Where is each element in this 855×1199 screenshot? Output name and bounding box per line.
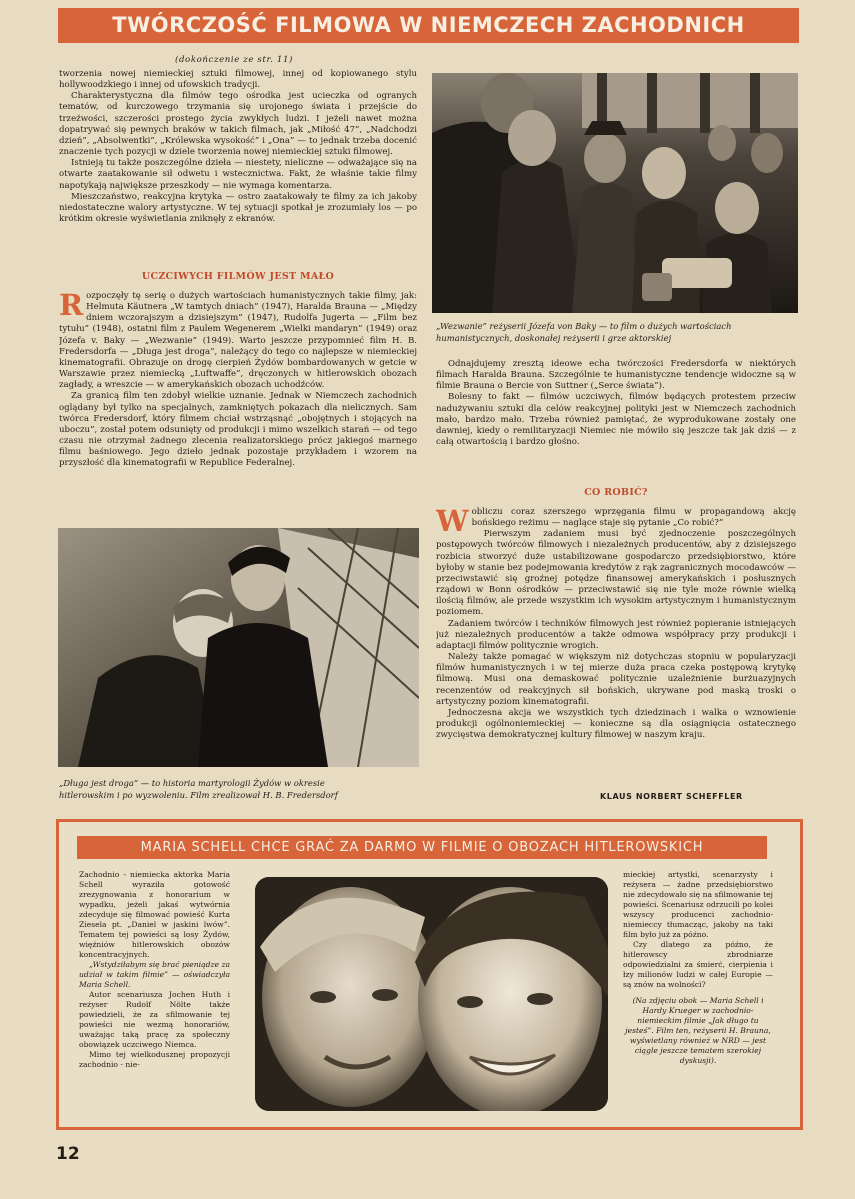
photo-wezwanie-illustration xyxy=(432,73,798,313)
body-paragraph: Za granicą film ten zdobył wielkie uznanie. Jednak w Niemczech zachodnich oglądany był tylko na specjalnych, zamkniętych pokazach dla nielicznych. Sam twórca Fredersdorf, który filmem chciał wstrząsnąć „obojętnych i stojących na uboczu”, został potem odsunięty od produkcji i mimo wszelkich starań — od tego czasu nie otrzymał żadnego zlecenia realizatorskiego prócz jakiegoś marnego filmu baśniowego. Jego dzieło jednak pozostaje przykładem i wzorem na przyszłość dla kinematografii w Republice Federalnej. xyxy=(59,391,417,469)
photo-wezwanie xyxy=(432,73,798,313)
body-paragraph: Zadaniem twórców i techników filmowych jest również popieranie istniejących już niezależnych producentów a także odmowa współpracy przy produkcji i adaptacji filmów politycznie wrogich. xyxy=(436,618,796,651)
photo-maria-schell-illustration xyxy=(255,877,608,1111)
body-paragraph: obliczu coraz szerszego wprzęgania filmu w propagandową akcję bońskiego reżimu — naglące staje się pytanie „Co robić?” xyxy=(471,507,796,529)
box-paragraph: Mimo tej wielkodusznej propozycji zachodnio - nie- xyxy=(79,1049,230,1069)
box-paragraph: mieckiej artystki, scenarzysty i reżysera — żadne przedsiębiorstwo nie zdecydowało się na sfilmowanie tej powieści. Scenariusz odrzucili po kolei wszyscy producenci zachodnio-niemieccy tłumacząc, jakoby na taki film było już za późno. xyxy=(623,870,773,939)
body-paragraph: Pierwszym zadaniem musi być zjednoczenie poszczególnych postępowych twórców filmowych i niezależnych producentów, aby z dzisiejszego rozbicia stworzyć duże ustabilizowane gospodarczo przedsiębiorstwo, które byłoby w stanie bez podejmowania kredytów z rąk zagranicznych mocodawców — przeciwstawić się groźnej potędze finansowej amerykańskich i posłusznych rządowi w Bonn ośrodków — przeciwstawić się nie tyle może równie wielką ilością filmów, ale przede wszystkim ich wysokim artystycznym i humanistycznym poziomem. xyxy=(436,529,796,618)
page-title: TWÓRCZOŚĆ FILMOWA W NIEMCZECH ZACHODNICH xyxy=(112,13,745,37)
photo-wezwanie-caption: „Wezwanie” reżyserii Józefa von Baky — to film o dużych wartościach humanistycznych, doskonałej reżyserii i grze aktorskiej xyxy=(436,321,732,343)
intro-paragraph: Charakterystyczna dla filmów tego ośrodka jest ucieczka od ogranych tematów, od kurczowego trzymania się urojonego świata i przejście do trzeźwości, szczerości prostego życia zwykłych ludzi. I jeżeli nawet można dopatrywać się pewnych braków w takich filmach, jak „Miłość 47”, „Nadchodzi dzień”, „Absolwentki”, „Królewska wysokość” i „Ona” — to jednak trzeba docenić znaczenie tych pozycji w dziele tworzenia nowej niemieckiej sztuki filmowej. xyxy=(59,91,417,158)
box-right-column xyxy=(623,870,773,1125)
photo-dluga-caption-line: hitlerowskim i po wyzwoleniu. Film zrealizował H. B. Fredersdorf xyxy=(59,790,338,800)
intro-paragraph: Mieszczaństwo, reakcyjna krytyka — ostro zaatakowały te filmy za ich jakoby niedostateczne walory artystyczne. W tej sytuacji spotkał je zrozumiały los — po krótkim okresie wyświetlania zniknęły z ekranów. xyxy=(59,191,417,225)
box-paragraph: Autor scenariusza Jochen Huth i reżyser Rudolf Nölte także powiedzieli, że za sfilmowanie tej powieści nie wezmą honorariów, uważając taką pracę za społeczny obowiązek uczciwego Niemca. xyxy=(79,989,230,1049)
body-paragraph: Bolesny to fakt — filmów uczciwych, filmów będących protestem przeciw nadużywaniu sztuki dla celów reakcyjnej polityki jest w Niemczech zachodnich mało, bardzo mało. Trzeba również pamiętać, że wyprodukowane zostały one dawniej, kiedy o remilitaryzacji Niemiec nie mówiło się jeszcze tak jak dziś — z całą otwartością i bardzo głośno. xyxy=(436,392,796,448)
body-paragraph: ozpoczęły tę serię o dużych wartościach humanistycznych takie filmy, jak: Helmuta Käutnera „W tamtych dniach” (1947), Haralda Brauna — „Między dniem wczorajszym a dzisiejszym” (1947), Rudolfa Jugerta — „Film bez tytułu” (1948), ostatni film z Paulem Wegenerem „Wielki mandaryn” (1949) oraz Józefa v. Baky — „Wezwanie” (1949). Warto jeszcze przypomnieć film H. B. Fredersdorfa — „Długa jest droga”, należący do tego co najlepsze w niemieckiej kinematografii. Obrazuje on drogę cierpień Żydów bombardowanych w getcie w Warszawie przez niemiecką „Luftwaffe”, dręczonych w hitlerowskich obozach zagłady, a wreszcie — w amerykańskich obozach uchodźców. xyxy=(59,291,417,391)
page-number: 12 xyxy=(56,1144,80,1164)
intro-column xyxy=(59,69,417,266)
box-paragraph: „Wstydziłabym się brać pieniądze za udział w takim filmie” — oświadczyła Maria Schell. xyxy=(79,959,230,989)
photo-dluga-caption xyxy=(59,777,421,805)
intro-paragraph: Istnieją tu także poszczególne dzieła — niestety, nieliczne — odważające się na otwarte zaatakowanie sił odwetu i wstecznictwa. Fakt, że właśnie takie filmy napotykają największe przeszkody — nie wymaga komentarza. xyxy=(59,158,417,191)
body-paragraph: Odnajdujemy zresztą ideowe echa twórczości Fredersdorfa w niektórych filmach Haralda Brauna. Szczególnie te humanistyczne tendencje widoczne są w filmie Brauna o Bercie von Suttner („Serce świata”). xyxy=(436,359,796,392)
photo-maria-schell xyxy=(255,877,608,1111)
body-paragraph: Należy także pomagać w większym niż dotychczas stopniu w popularyzacji filmów humanistycznych i w tej mierze duża praca czeka postępową krytykę filmową. Musi ona demaskować politycznie uzależnienie burżuazyjnych recenzentów od reakcyjnych sił bońskich, ukrywane pod maską troski o artystyczny poziom kinematografii. xyxy=(436,652,796,707)
dropcap-w: W xyxy=(436,507,469,538)
section-heading-honest-films: UCZCIWYCH FILMÓW JEST MAŁO xyxy=(141,271,335,282)
right-mid-column xyxy=(436,359,796,466)
continued-note: (dokończenie ze str. 11) xyxy=(175,55,293,65)
box-paragraph: Czy dlatego za późno, że hitlerowscy zbrodniarze odpowiedzialni za śmierć, cierpienia i łzy milionów ludzi w całej Europie — są znów na wolności? xyxy=(623,939,773,989)
body-paragraph: Jednoczesna akcja we wszystkich tych dziedzinach i walka o wznowienie produkcji ogólnoniemieckiej — konieczne są dla osiągnięcia ostatecznego zwycięstwa demokratycznej kultury filmowej w naszym kraju. xyxy=(436,707,796,741)
photo-dluga-jest-droga xyxy=(58,528,419,767)
intro-paragraph: tworzenia nowej niemieckiej sztuki filmowej, innej od kopiowanego stylu hollywoodzkiego i innej od ufowskich tradycji. xyxy=(59,69,417,91)
box-left-column xyxy=(79,870,230,1125)
article-author: KLAUS NORBERT SCHEFFLER xyxy=(600,792,743,801)
section-what-to-do-body xyxy=(436,507,796,785)
section-heading-what-to-do: CO ROBIĆ? xyxy=(584,487,648,498)
maria-schell-box-title: MARIA SCHELL CHCE GRAĆ ZA DARMO W FILMIE O OBOZACH HITLEROWSKICH xyxy=(140,840,704,855)
page-title-banner xyxy=(58,8,799,43)
box-photo-caption: (Na zdjęciu obok — Maria Schell i Hardy Krueger w zachodnio-niemieckim filmie „Jak długo tu jesteś”. Film ten, reżyserii H. Brauna, wyświetlany również w NRD — jest ciągle jeszcze tematem szerokiej dyskusji). xyxy=(625,995,771,1065)
dropcap-r: R xyxy=(59,291,84,322)
box-paragraph: Zachodnio - niemiecka aktorka Maria Schell wyraziła gotowość zrezygnowania z honorarium w wypadku, jeżeli jakaś wytwórnia zdecyduje się filmować powieść Kurta Ziesela pt. „Daniel w jaskini lwów”. Tematem tej powieści są losy Żydów, więźniów hitlerowskich obozów koncentracyjnych. xyxy=(79,870,230,959)
photo-dluga-illustration xyxy=(58,528,419,767)
photo-dluga-caption-line: „Długa jest droga” — to historia martyrologii Żydów w okresie xyxy=(59,778,325,788)
section-honest-films-body xyxy=(59,291,417,513)
maria-schell-box xyxy=(56,819,803,1130)
maria-schell-box-title-banner xyxy=(77,836,767,859)
